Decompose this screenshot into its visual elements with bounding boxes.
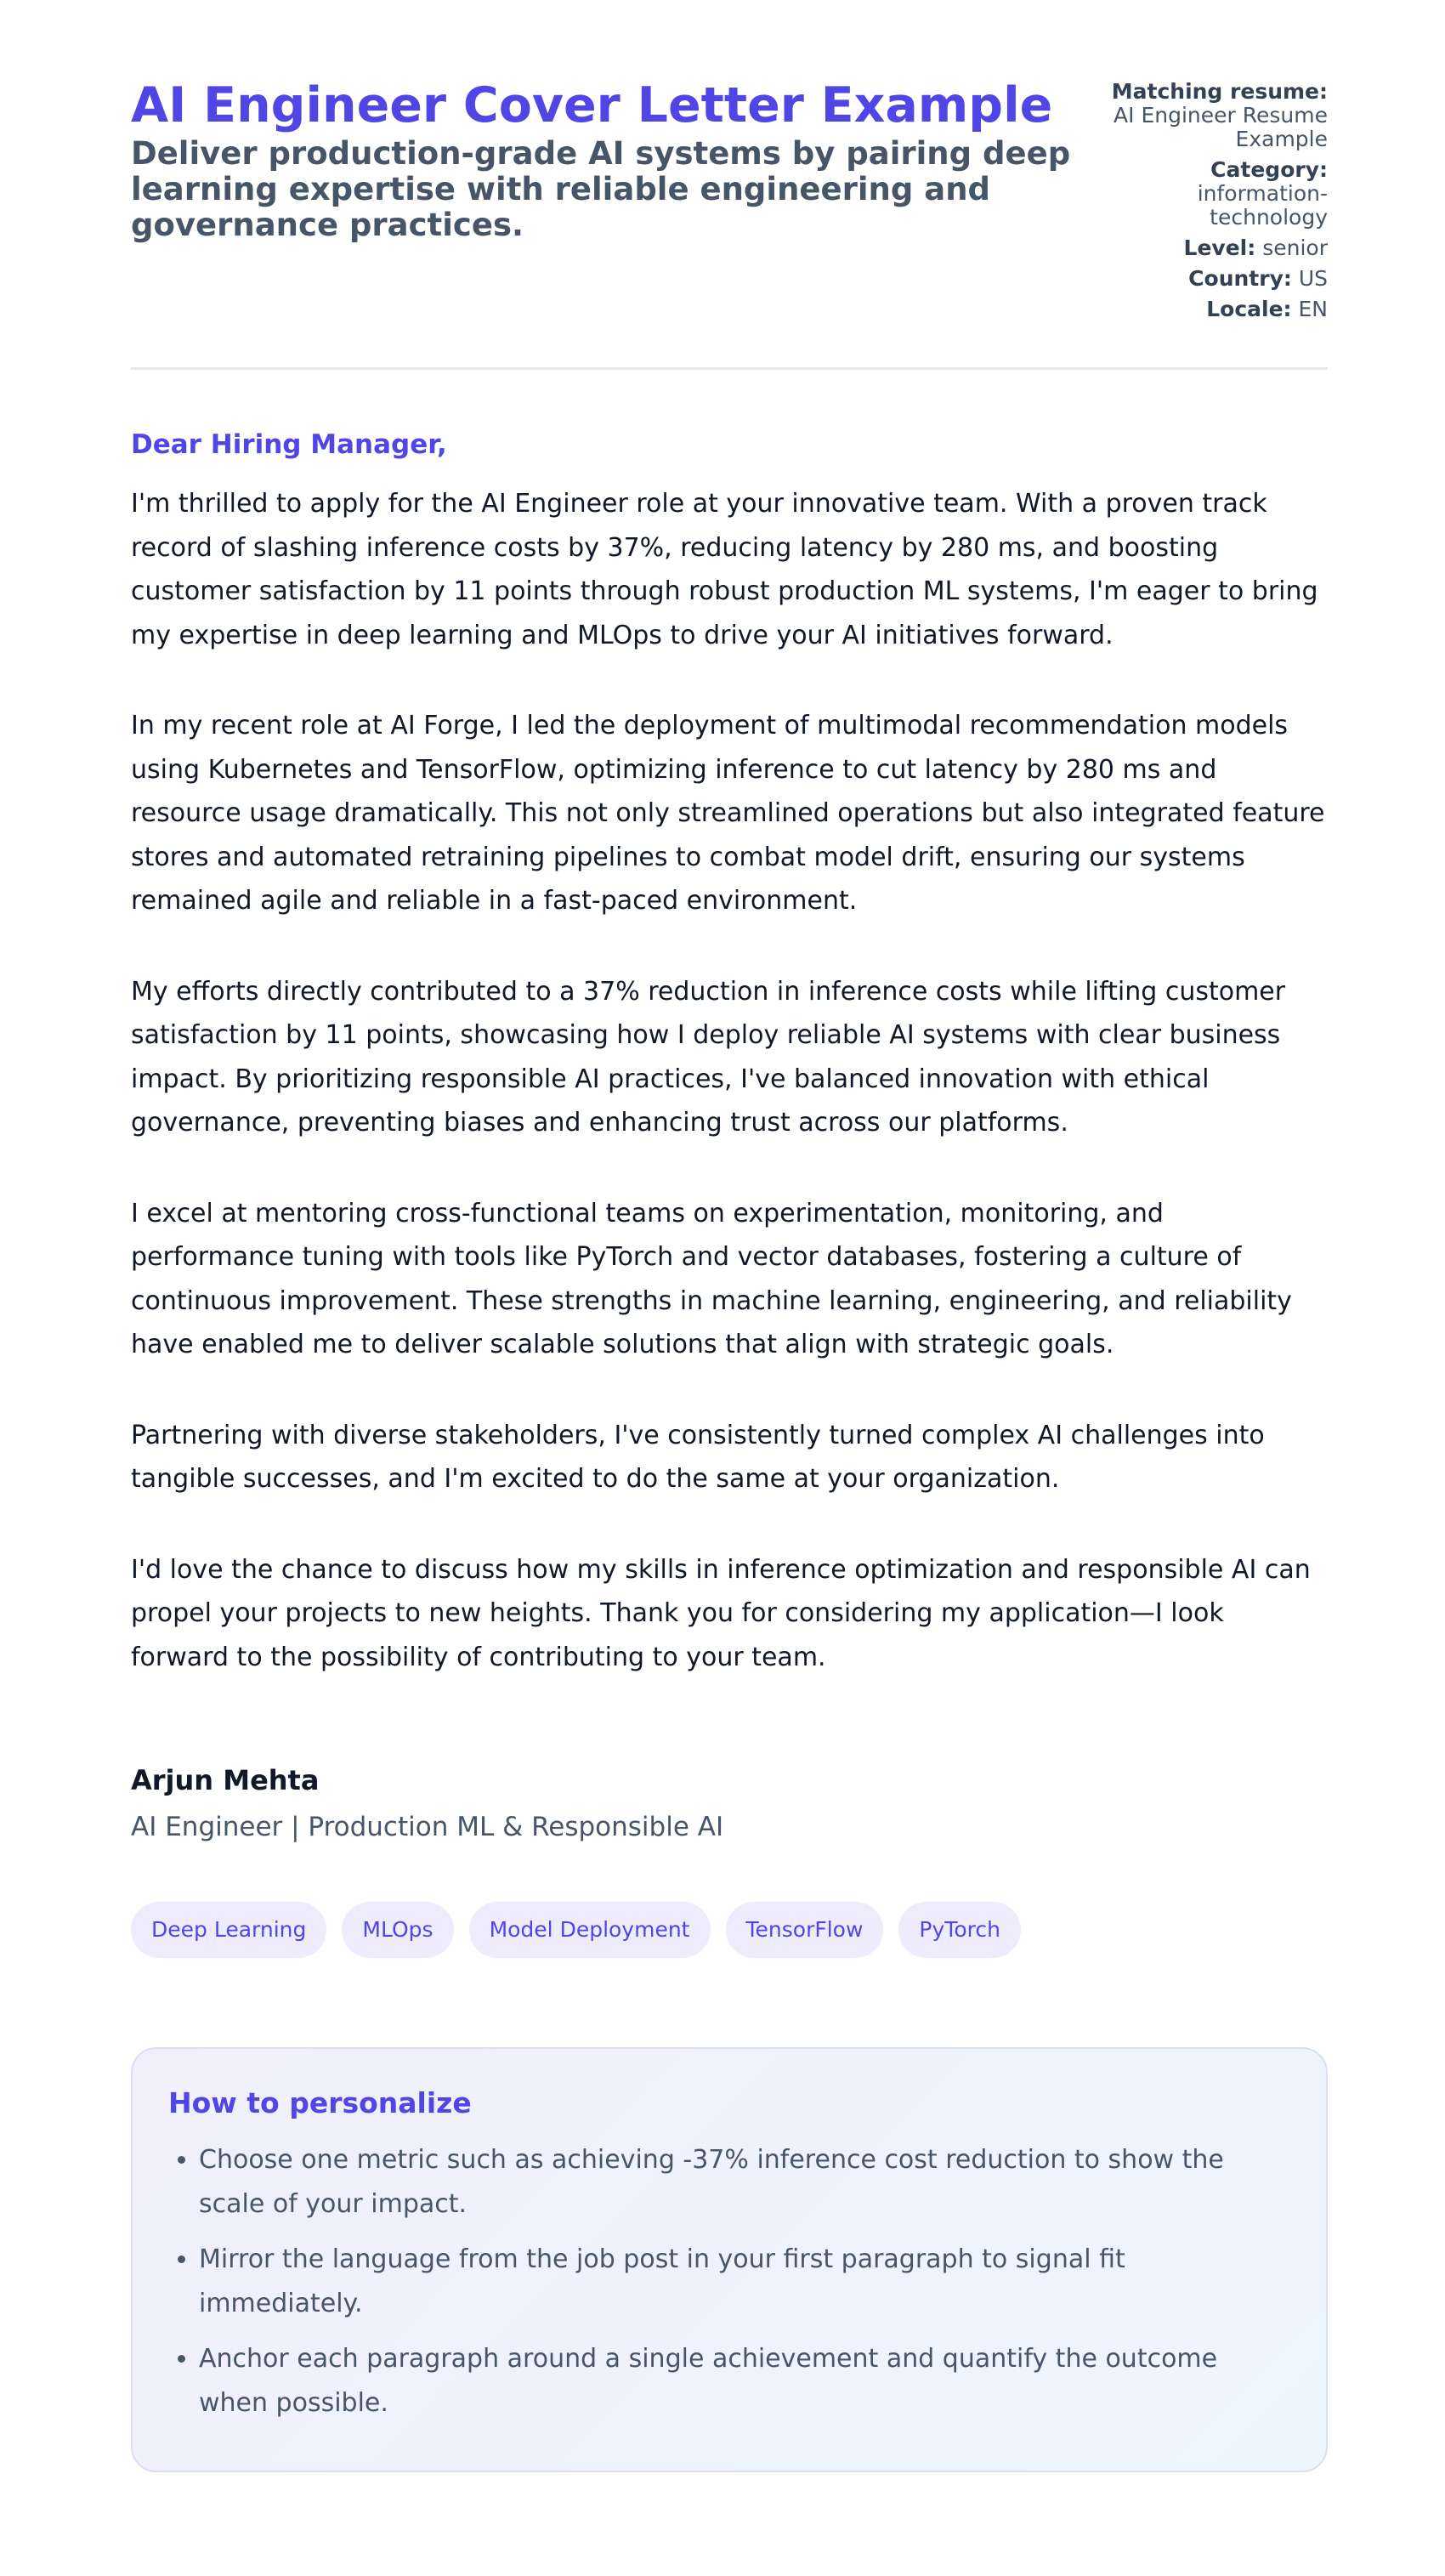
- tip-item: • Choose one metric such as achieving -37% inference cost reduction to show the scale of your impact.: [199, 2138, 1292, 2227]
- meta-label: Matching resume:: [1111, 79, 1328, 104]
- skill-tag: TensorFlow: [726, 1902, 884, 1958]
- meta-label: Country:: [1188, 266, 1292, 291]
- personalize-tips-box: [131, 2047, 1328, 2472]
- letter-paragraph: I'd love the chance to discuss how my skills in inference optimization and responsible AI can propel your projects to new heights. Thank you for considering my application—I look forward to the possibility of contributing to your team.: [131, 1554, 1311, 1672]
- meta-value: US: [1298, 266, 1328, 291]
- tips-heading: How to personalize: [168, 2086, 472, 2119]
- matching-resume-link[interactable]: AI Engineer Resume Example: [1114, 103, 1328, 151]
- meta-level: [1107, 236, 1328, 260]
- letter-paragraph: I'm thrilled to apply for the AI Engineer role at your innovative team. With a proven track record of slashing inference costs by 37%, reducing latency by 280 ms, and boosting customer satisfaction by 11 points through robust production ML systems, I'm eager to bring my expertise in deep learning and MLOps to drive your AI initiatives forward.: [131, 489, 1318, 650]
- meta-matching-resume: [1107, 80, 1328, 151]
- signature-title: AI Engineer | Production ML & Responsible AI: [131, 1812, 724, 1842]
- meta-label: Locale:: [1206, 297, 1292, 321]
- letter-paragraph: Partnering with diverse stakeholders, I've consistently turned complex AI challenges into tangible successes, and I'm excited to do the same at your organization.: [131, 1420, 1265, 1494]
- meta-value: senior: [1262, 235, 1328, 260]
- meta-label: Level:: [1183, 235, 1256, 260]
- meta-label: Category:: [1210, 157, 1328, 182]
- page-subtitle: Deliver production-grade AI systems by pairing deep learning expertise with reliable engineering and governance practices.: [131, 135, 1071, 243]
- letter-paragraph: I excel at mentoring cross-functional teams on experimentation, monitoring, and performance tuning with tools like PyTorch and vector databases, fostering a culture of continuous improvement. These strengths in machine learning, engineering, and reliability have enabled me to deliver scalable solutions that align with strategic goals.: [131, 1198, 1292, 1359]
- page-header: [131, 75, 1328, 370]
- skill-tag: Deep Learning: [131, 1902, 326, 1958]
- skill-tag: PyTorch: [898, 1902, 1021, 1958]
- meta-value: information-technology: [1197, 181, 1328, 230]
- skill-tag: Model Deployment: [469, 1902, 711, 1958]
- title-block: [131, 75, 1091, 243]
- letter-paragraph: My efforts directly contributed to a 37% reduction in inference costs while lifting customer satisfaction by 11 points, showcasing how I deploy reliable AI systems with clear business impact. By prioritizing responsible AI practices, I've balanced innovation with ethical governance, preventing biases and enhancing trust across our platforms.: [131, 976, 1286, 1138]
- meta-panel: [1107, 80, 1328, 328]
- signature-name: Arjun Mehta: [131, 1764, 320, 1796]
- tip-item: • Anchor each paragraph around a single achievement and quantify the outcome when possible.: [199, 2337, 1292, 2426]
- letter-paragraph: In my recent role at AI Forge, I led the deployment of multimodal recommendation models using Kubernetes and TensorFlow, optimizing inference to cut latency by 280 ms and resource usage dramatically. This not only streamlined operations but also integrated feature stores and automated retraining pipelines to combat model drift, ensuring our systems remained agile and reliable in a fast-paced environment.: [131, 711, 1325, 916]
- greeting: Dear Hiring Manager,: [131, 429, 447, 460]
- cover-letter-page: [131, 75, 1328, 2472]
- skill-tags: [131, 1902, 1328, 1958]
- meta-value: EN: [1298, 297, 1328, 321]
- skill-tag: MLOps: [342, 1902, 453, 1958]
- tip-item: • Mirror the language from the job post in your first paragraph to signal fit immediately.: [199, 2238, 1292, 2326]
- tips-list: [168, 2138, 1292, 2426]
- meta-category: [1107, 158, 1328, 230]
- page-title: AI Engineer Cover Letter Example: [131, 77, 1053, 133]
- meta-country: [1107, 267, 1328, 291]
- meta-locale: [1107, 298, 1328, 321]
